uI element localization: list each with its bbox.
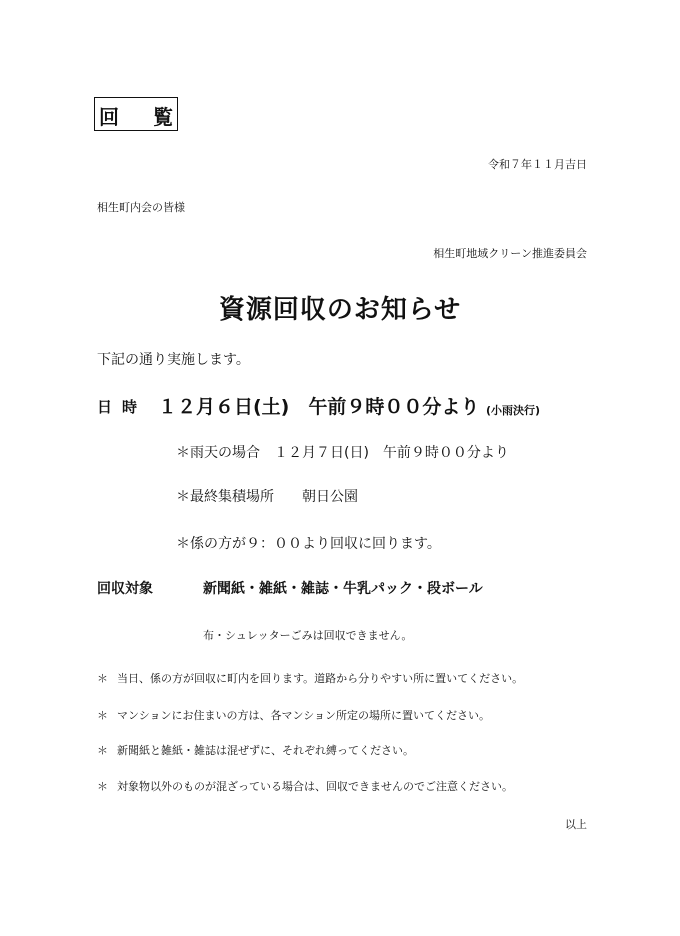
recipient: 相生町内会の皆様 [97, 201, 185, 214]
notice-text: 当日、係の方が回収に町内を回ります。道路から分りやすい所に置いてください。 [117, 672, 524, 685]
notice-item [97, 670, 523, 686]
datetime-value: １２月６日(土) 午前９時００分より [158, 396, 480, 418]
datetime-label: 日時 [97, 398, 148, 416]
notice-mark: ＊ [97, 780, 108, 793]
notice-mark: ＊ [97, 672, 108, 685]
sender: 相生町地域クリーン推進委員会 [433, 247, 587, 260]
notice-text: マンションにお住まいの方は、各マンション所定の場所に置いてください。 [117, 709, 491, 722]
staff-round: ＊係の方が９：００より回収に回ります。 [176, 536, 441, 552]
notice-text: 新聞紙と雑紙・雑誌は混ぜずに、それぞれ縛ってください。 [117, 744, 414, 757]
items-value: 新聞紙・雑紙・雑誌・牛乳パック・段ボール [203, 581, 483, 597]
items-note: 布・シュレッターごみは回収できません。 [203, 629, 413, 642]
circulation-stamp [94, 97, 178, 131]
collection-point: ＊最終集積場所 朝日公園 [176, 489, 358, 505]
rain-date: ＊雨天の場合 １２月７日(日) 午前９時００分より [176, 445, 509, 461]
notice-mark: ＊ [97, 709, 108, 722]
circulation-char-2: 覧 [153, 105, 173, 129]
page-title: 資源回収のお知らせ [218, 295, 462, 325]
items-label: 回収対象 [97, 581, 153, 597]
issue-date: 令和７年１１月吉日 [488, 158, 587, 171]
closing-text: 以上 [565, 818, 587, 831]
datetime-note: (小雨決行) [486, 404, 541, 417]
notice-text: 対象物以外のものが混ざっている場合は、回収できませんのでご注意ください。 [117, 780, 513, 793]
notice-item [97, 778, 513, 794]
notice-mark: ＊ [97, 744, 108, 757]
intro-text: 下記の通り実施します。 [97, 352, 250, 368]
notice-item [97, 742, 414, 758]
notice-item [97, 707, 490, 723]
circulation-char-1: 回 [99, 105, 119, 129]
